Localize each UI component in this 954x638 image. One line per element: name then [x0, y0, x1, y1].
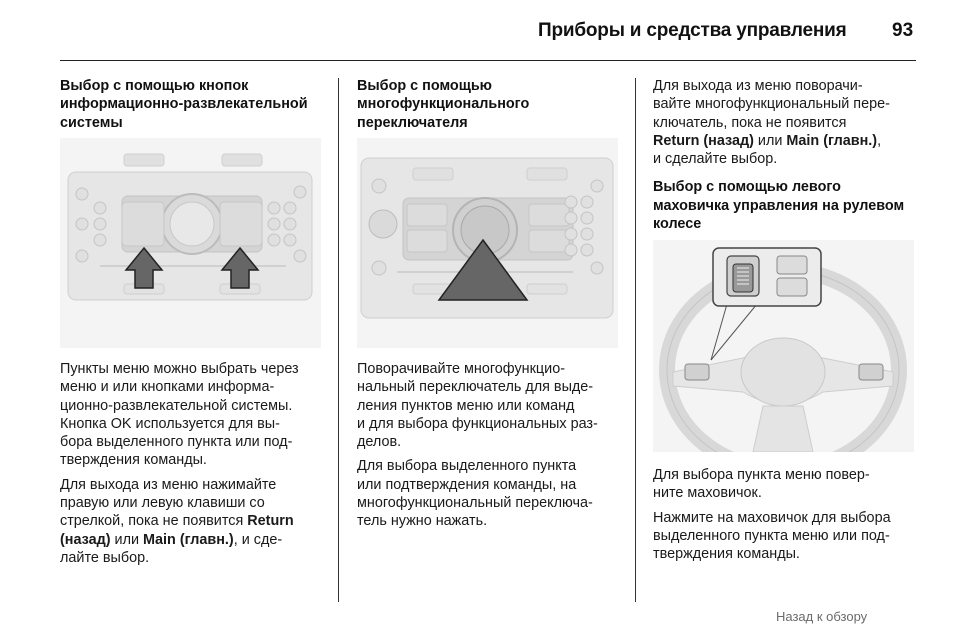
- text-line: тель нужно нажать.: [357, 513, 488, 530]
- paragraph-exit-rotate: [653, 77, 923, 168]
- section-heading-infotainment-buttons: [60, 77, 328, 132]
- text-line: Для выбора пункта меню повер-: [653, 467, 870, 483]
- section-heading-multifunction-knob: [357, 77, 625, 132]
- text-line: Для выхода из меню нажимайте: [60, 476, 277, 493]
- heading-line: колесе: [653, 216, 702, 233]
- figure-steering-wheel: [653, 240, 914, 452]
- bold-term-main: Main (главн.): [143, 531, 234, 548]
- paragraph-turn-wheel: [653, 466, 923, 503]
- page-header-title: Приборы и средства управления: [538, 20, 847, 41]
- heading-line: системы: [60, 114, 123, 131]
- heading-line: информационно-развлекательной: [60, 96, 308, 113]
- heading-line: Выбор с помощью левого: [653, 179, 841, 196]
- text-line: Для выхода из меню поворачи-: [653, 78, 863, 94]
- text-line: тверждения команды.: [653, 546, 800, 563]
- text-fragment: или: [753, 132, 787, 149]
- column-1-body: [60, 360, 328, 573]
- text-line: Поворачивайте многофункцио-: [357, 361, 565, 377]
- text-line: вайте многофункциональный пере-: [653, 96, 890, 113]
- back-to-overview-link[interactable]: Назад к обзору: [776, 609, 868, 624]
- text-line: делов.: [357, 434, 402, 451]
- bold-term-back: (назад): [60, 531, 111, 548]
- bold-term-main: Main (главн.): [786, 132, 878, 149]
- heading-line: многофункционального: [357, 96, 530, 113]
- heading-line: переключателя: [357, 114, 468, 131]
- column-divider-1: [338, 78, 339, 602]
- page-number: 93: [892, 20, 914, 41]
- text-fragment: стрелкой, пока не появится: [60, 513, 248, 530]
- column-2-body: [357, 360, 625, 537]
- steering-wheel-illustration: [653, 240, 914, 452]
- text-line: выделенного пункта меню или под-: [653, 527, 890, 544]
- text-line: или подтверждения команды, на: [357, 476, 577, 493]
- text-line: лайте выбор.: [60, 549, 150, 566]
- bold-term-return: Return (назад): [653, 132, 754, 149]
- text-line: и для выбора функциональных раз-: [357, 415, 598, 432]
- text-line: тверждения команды.: [60, 452, 207, 469]
- figure-multifunction-knob: [357, 138, 618, 348]
- text-line: правую или левую клавиши со: [60, 495, 265, 512]
- column-1: [60, 77, 328, 132]
- text-line: бора выделенного пункта или под-: [60, 434, 293, 451]
- multifunction-knob-illustration: [357, 138, 618, 348]
- paragraph-press-knob: [357, 457, 625, 530]
- text-fragment: , и сде-: [233, 531, 283, 548]
- column-2: [357, 77, 625, 132]
- paragraph-menu-exit: [60, 476, 328, 567]
- text-line: [60, 531, 328, 549]
- text-line: многофункциональный переключа-: [357, 495, 593, 512]
- infotainment-panel-illustration: [60, 138, 321, 348]
- text-line: Для выбора выделенного пункта: [357, 458, 577, 475]
- text-line: [60, 512, 328, 530]
- paragraph-menu-selection: [60, 360, 328, 470]
- figure-infotainment-panel: [60, 138, 321, 348]
- text-line: Нажмите на маховичок для выбора: [653, 509, 891, 526]
- header-divider: [60, 60, 916, 61]
- paragraph-press-wheel: [653, 509, 923, 564]
- text-line: [653, 132, 923, 150]
- heading-line: Выбор с помощью: [357, 78, 492, 94]
- column-3-body: [653, 466, 923, 569]
- text-fragment: ,: [877, 132, 882, 149]
- heading-line: Выбор с помощью кнопок: [60, 78, 249, 94]
- text-line: Пункты меню можно выбрать через: [60, 361, 299, 377]
- text-line: нальный переключатель для выде-: [357, 379, 594, 396]
- heading-line: маховичка управления на рулевом: [653, 197, 905, 214]
- text-line: меню и или кнопками информа-: [60, 379, 275, 396]
- text-fragment: или: [110, 531, 144, 548]
- column-3: [653, 77, 923, 233]
- text-line: ните маховичок.: [653, 485, 762, 502]
- bold-term-return: Return: [247, 513, 294, 530]
- paragraph-rotate-knob: [357, 360, 625, 451]
- text-line: ления пунктов меню или команд: [357, 397, 575, 414]
- text-line: ключатель, пока не появится: [653, 114, 847, 131]
- column-divider-2: [635, 78, 636, 602]
- text-line: и сделайте выбор.: [653, 151, 778, 168]
- text-line: ционно-развлекательной системы.: [60, 397, 293, 414]
- section-heading-steering-wheel: [653, 178, 923, 233]
- text-line: Кнопка OK используется для вы-: [60, 415, 280, 432]
